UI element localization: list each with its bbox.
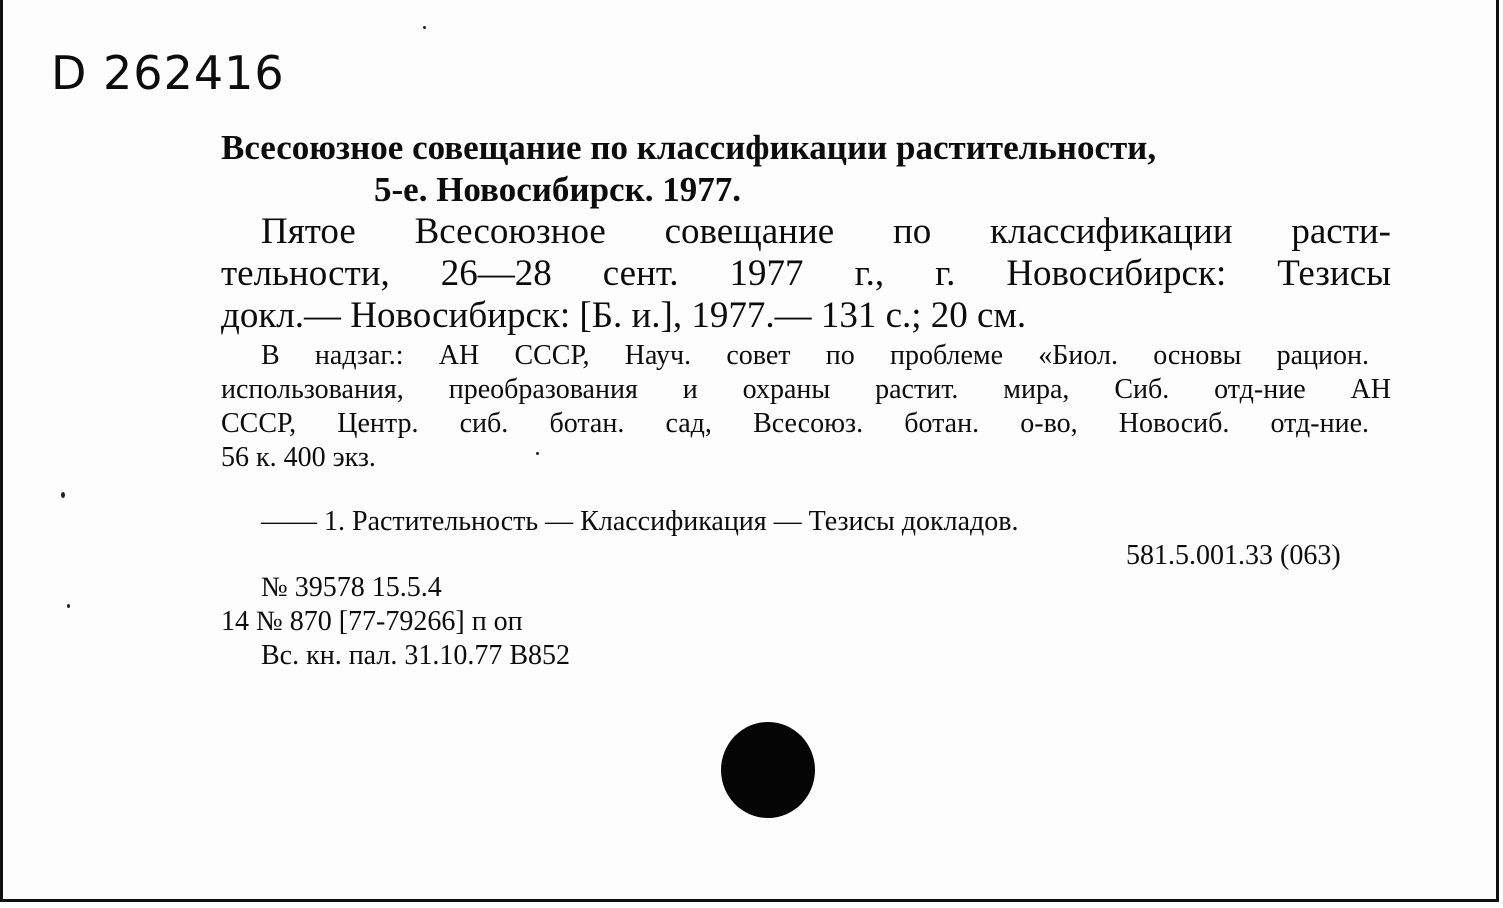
description-line-2: тельности, 26—28 сент. 1977 г., г. Новосибирск: Тезисы: [221, 253, 1391, 294]
description-line-1: Пятое Всесоюзное совещание по классификации расти-: [261, 211, 1391, 252]
punch-hole: [721, 722, 815, 818]
note-line-3: СССР, Центр. сиб. ботан. сад, Всесоюз. ботан. о-во, Новосиб. отд-ние.: [221, 408, 1369, 439]
record-line-3: Вс. кн. пал. 31.10.77 В852: [261, 640, 570, 671]
note-line-4: 56 к. 400 экз.: [221, 442, 376, 473]
scan-speck: [423, 26, 426, 29]
record-line-2: 14 № 870 [77-79266] п оп: [221, 606, 523, 637]
scan-speck: [536, 452, 539, 455]
record-line-1: № 39578 15.5.4: [261, 572, 442, 603]
note-line-2: использования, преобразования и охраны растит. мира, Сиб. отд-ние АН: [221, 374, 1391, 405]
call-number: D 262416: [51, 46, 285, 100]
scan-speck: [67, 604, 70, 608]
subject-heading: —— 1. Растительность — Классификация — Тезисы докладов.: [261, 506, 1019, 537]
description-line-3: докл.— Новосибирск: [Б. и.], 1977.— 131 с.; 20 см.: [221, 295, 1027, 336]
note-line-1: В надзаг.: АН СССР, Науч. совет по проблеме «Биол. основы рацион.: [261, 340, 1369, 371]
classification-index: 581.5.001.33 (063): [1126, 540, 1341, 571]
heading-line-1: Всесоюзное совещание по классификации растительности,: [221, 128, 1157, 167]
heading-line-2: 5-е. Новосибирск. 1977.: [374, 170, 741, 209]
scan-speck: [61, 492, 65, 498]
